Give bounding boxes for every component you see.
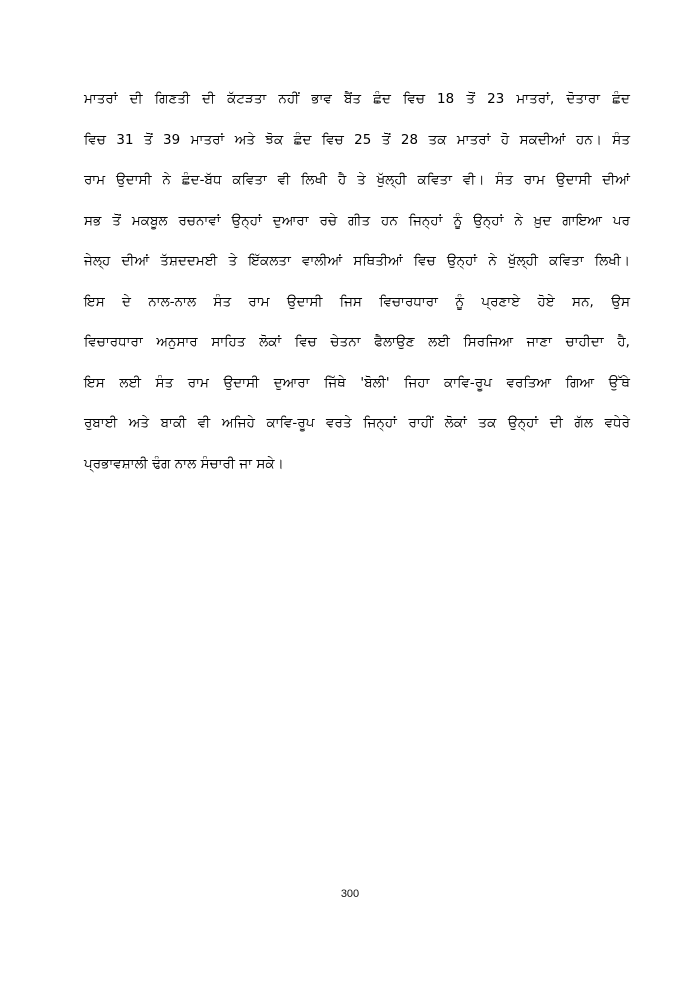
paragraph-line: ਇਸ ਲਈ ਸੰਤ ਰਾਮ ਉਦਾਸੀ ਦੁਆਰਾ ਜਿੱਥੇ 'ਬੋਲੀ' ਜਿਹਾ ਕਾਵਿ-ਰੂਪ ਵਰਤਿਆ ਗਿਆ ਉੱਥੇ xyxy=(84,375,630,391)
body-paragraph xyxy=(84,86,630,491)
page-number: 300 xyxy=(340,888,360,900)
paragraph-line: ਸਭ ਤੋਂ ਮਕਬੂਲ ਰਚਨਾਵਾਂ ਉਨ੍ਹਾਂ ਦੁਆਰਾ ਰਚੇ ਗੀਤ ਹਨ ਜਿਨ੍ਹਾਂ ਨੂੰ ਉਨ੍ਹਾਂ ਨੇ ਖ਼ੁਦ ਗਾਇਆ ਪਰ xyxy=(84,213,630,229)
paragraph-line: ਵਿਚਾਰਧਾਰਾ ਅਨੁਸਾਰ ਸਾਹਿਤ ਲੋਕਾਂ ਵਿਚ ਚੇਤਨਾ ਫੈਲਾਉਣ ਲਈ ਸਿਰਜਿਆ ਜਾਣਾ ਚਾਹੀਦਾ ਹੈ, xyxy=(84,335,630,350)
paragraph-line: ਜੇਲ੍ਹ ਦੀਆਂ ਤੱਸ਼ਦਦਮਈ ਤੇ ਇੱਕਲਤਾ ਵਾਲੀਆਂ ਸਥਿਤੀਆਂ ਵਿਚ ਉਨ੍ਹਾਂ ਨੇ ਖੁੱਲ੍ਹੀ ਕਵਿਤਾ ਲਿਖੀ। xyxy=(84,254,630,269)
paragraph-line: ਰੁਬਾਈ ਅਤੇ ਬਾਕੀ ਵੀ ਅਜਿਹੇ ਕਾਵਿ-ਰੂਪ ਵਰਤੇ ਜਿਨ੍ਹਾਂ ਰਾਹੀਂ ਲੋਕਾਂ ਤਕ ਉਨ੍ਹਾਂ ਦੀ ਗੱਲ ਵਧੇਰੇ xyxy=(84,416,630,431)
paragraph-line: ਰਾਮ ਉਦਾਸੀ ਨੇ ਛੰਦ-ਬੱਧ ਕਵਿਤਾ ਵੀ ਲਿਖੀ ਹੈ ਤੇ ਖੁੱਲ੍ਹੀ ਕਵਿਤਾ ਵੀ। ਸੰਤ ਰਾਮ ਉਦਾਸੀ ਦੀਆਂ xyxy=(84,173,630,188)
paragraph-line-last: ਪ੍ਰਭਾਵਸ਼ਾਲੀ ਢੰਗ ਨਾਲ ਸੰਚਾਰੀ ਜਾ ਸਕੇ। xyxy=(84,456,284,472)
paragraph-line: ਵਿਚ 31 ਤੋਂ 39 ਮਾਤਰਾਂ ਅਤੇ ਝੋਕ ਛੰਦ ਵਿਚ 25 ਤੋਂ 28 ਤਕ ਮਾਤਰਾਂ ਹੋ ਸਕਦੀਆਂ ਹਨ। ਸੰਤ xyxy=(84,132,630,148)
paragraph-line: ਇਸ ਦੇ ਨਾਲ-ਨਾਲ ਸੰਤ ਰਾਮ ਉਦਾਸੀ ਜਿਸ ਵਿਚਾਰਧਾਰਾ ਨੂੰ ਪ੍ਰਣਾਏ ਹੋਏ ਸਨ, ਉਸ xyxy=(84,294,630,310)
paragraph-line: ਮਾਤਰਾਂ ਦੀ ਗਿਣਤੀ ਦੀ ਕੱਟੜਤਾ ਨਹੀਂ ਭਾਵ ਬੈਂਤ ਛੰਦ ਵਿਚ 18 ਤੋਂ 23 ਮਾਤਰਾਂ, ਦੋਤਾਰਾ ਛੰਦ xyxy=(84,92,630,107)
